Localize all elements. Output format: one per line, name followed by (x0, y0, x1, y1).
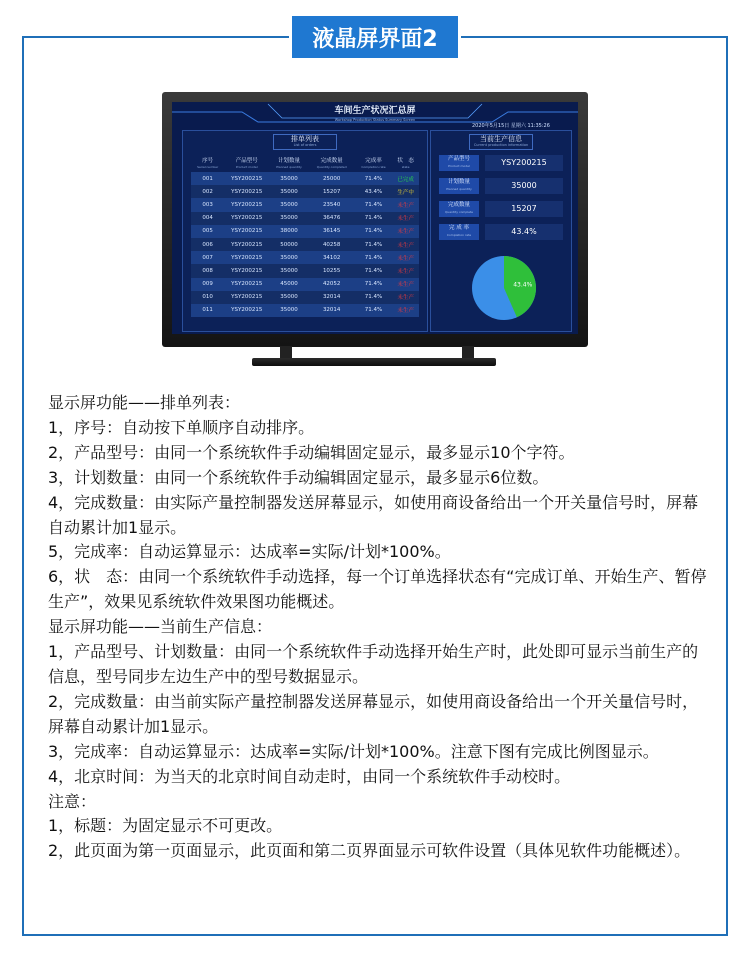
cell-done: 25000 (309, 172, 355, 185)
cell-rate: 43.4% (355, 185, 393, 198)
description-line: 6，状 态：由同一个系统软件手动选择，每一个订单选择状态有“完成订单、开始生产、暂停生产”，效果见系统软件效果图功能概述。 (48, 567, 707, 612)
current-info-row (439, 224, 563, 240)
description-line: 1，序号：自动按下单顺序自动排序。 (48, 417, 315, 437)
cell-plan: 35000 (269, 172, 309, 185)
cell-model: YSY200215 (224, 198, 269, 211)
current-info-label: 完 成 率 Completion rate (439, 224, 479, 240)
description-line: 注意： (48, 791, 97, 811)
current-info-row (439, 201, 563, 217)
cell-status: 未生产 (392, 291, 419, 304)
orders-column-header (269, 155, 309, 172)
description-line: 显示屏功能——排单列表： (48, 393, 241, 412)
cell-model: YSY200215 (224, 278, 269, 291)
cell-no: 008 (191, 264, 224, 277)
cell-done: 34102 (309, 251, 355, 264)
orders-panel (182, 130, 428, 332)
cell-model: YSY200215 (224, 238, 269, 251)
cell-model: YSY200215 (224, 304, 269, 317)
description-line: 5，完成率：自动运算显示：达成率=实际/计划*100%。 (48, 542, 451, 562)
cell-no: 003 (191, 198, 224, 211)
current-info-label: 计划数量 Planned quantity (439, 178, 479, 194)
description-line: 3，计划数量：由同一个系统软件手动编辑固定显示，最多显示6位数。 (48, 467, 549, 487)
cell-rate: 71.4% (355, 291, 393, 304)
current-info-value: 35000 (485, 178, 563, 194)
current-info-value: 15207 (485, 201, 563, 217)
description-line: 4，完成数量：由实际产量控制器发送屏幕显示，如使用商设备给出一个开关量信号时，屏幕自动累计加1显示。 (48, 492, 699, 537)
cell-no: 005 (191, 225, 224, 238)
description-line: 2，此页面为第一页面显示，此页面和第二页界面显示可软件设置（具体见软件功能概述）。 (48, 841, 691, 861)
orders-column-header (392, 155, 419, 172)
current-panel-title: 当前生产信息 Current production information (473, 135, 529, 147)
column-label-en: Product model (235, 164, 258, 169)
column-label-en: Quantity completed (316, 164, 347, 169)
cell-status: 未生产 (392, 278, 419, 291)
column-label-en: state (401, 164, 410, 169)
column-label: 状 态 (397, 157, 414, 164)
column-label: 序号 (202, 157, 214, 164)
description-line: 4，北京时间：为当天的北京时间自动走时，由同一个系统软件手动校时。 (48, 766, 571, 786)
cell-rate: 71.4% (355, 264, 393, 277)
cell-plan: 35000 (269, 185, 309, 198)
cell-done: 40258 (309, 238, 355, 251)
column-label: 完成率 (365, 157, 382, 164)
column-label: 完成数量 (320, 157, 343, 164)
cell-plan: 38000 (269, 225, 309, 238)
table-row (191, 264, 419, 277)
table-row (191, 251, 419, 264)
cell-no: 001 (191, 172, 224, 185)
cell-model: YSY200215 (224, 291, 269, 304)
table-row (191, 212, 419, 225)
lcd-screen (172, 102, 578, 334)
cell-status: 已完成 (392, 172, 419, 185)
tv-stand (252, 358, 496, 366)
cell-status: 未生产 (392, 238, 419, 251)
cell-no: 006 (191, 238, 224, 251)
screen-datetime: 2020年5月15日 星期六 11:35:26 (472, 123, 550, 129)
description-text (48, 391, 708, 864)
description-line: 1，标题：为固定显示不可更改。 (48, 816, 283, 836)
cell-plan: 50000 (269, 238, 309, 251)
cell-done: 42052 (309, 278, 355, 291)
column-label: 计划数量 (277, 157, 300, 164)
cell-done: 32014 (309, 304, 355, 317)
cell-no: 002 (191, 185, 224, 198)
cell-model: YSY200215 (224, 212, 269, 225)
table-row (191, 304, 419, 317)
orders-column-header (309, 155, 355, 172)
completion-pie-chart (471, 255, 537, 321)
cell-rate: 71.4% (355, 251, 393, 264)
column-label-en: Completion rate (361, 164, 386, 169)
current-production-panel (430, 130, 572, 332)
current-info-row (439, 178, 563, 194)
column-label: 产品型号 (235, 157, 258, 164)
cell-status: 生产中 (392, 185, 419, 198)
table-row (191, 225, 419, 238)
cell-rate: 71.4% (355, 278, 393, 291)
column-label-en: Planned quantity (276, 164, 302, 169)
description-line: 3，完成率：自动运算显示：达成率=实际/计划*100%。注意下图有完成比例图显示。 (48, 741, 659, 761)
column-label-en: Serial number (197, 164, 219, 169)
cell-status: 未生产 (392, 264, 419, 277)
orders-column-header (224, 155, 269, 172)
description-line: 2，产品型号：由同一个系统软件手动编辑固定显示，最多显示10个字符。 (48, 442, 575, 462)
cell-rate: 71.4% (355, 225, 393, 238)
cell-plan: 35000 (269, 264, 309, 277)
description-line: 1，产品型号、计划数量：由同一个系统软件手动选择开始生产时，此处即可显示当前生产的信息，型号同步左边生产中的型号数据显示。 (48, 642, 699, 686)
cell-status: 未生产 (392, 304, 419, 317)
cell-model: YSY200215 (224, 185, 269, 198)
cell-done: 10255 (309, 264, 355, 277)
table-row (191, 185, 419, 198)
cell-done: 23540 (309, 198, 355, 211)
table-row (191, 198, 419, 211)
cell-plan: 45000 (269, 278, 309, 291)
cell-done: 32014 (309, 291, 355, 304)
table-row (191, 238, 419, 251)
cell-plan: 35000 (269, 212, 309, 225)
current-info-value: YSY200215 (485, 155, 563, 171)
orders-panel-title: 排单列表 List of orders (291, 135, 319, 147)
cell-done: 36476 (309, 212, 355, 225)
current-info-label: 产品型号 Product model (439, 155, 479, 171)
orders-column-header (355, 155, 393, 172)
table-row (191, 278, 419, 291)
table-row (191, 291, 419, 304)
cell-plan: 35000 (269, 251, 309, 264)
cell-model: YSY200215 (224, 172, 269, 185)
cell-plan: 35000 (269, 304, 309, 317)
cell-plan: 35000 (269, 291, 309, 304)
cell-status: 未生产 (392, 198, 419, 211)
description-line: 显示屏功能——当前生产信息： (48, 617, 273, 637)
cell-plan: 35000 (269, 198, 309, 211)
page-title: 液晶屏界面2 (292, 16, 458, 58)
cell-model: YSY200215 (224, 251, 269, 264)
orders-column-header (191, 155, 224, 172)
cell-rate: 71.4% (355, 198, 393, 211)
table-row (191, 172, 419, 185)
cell-status: 未生产 (392, 225, 419, 238)
cell-done: 15207 (309, 185, 355, 198)
current-info-row (439, 155, 563, 171)
cell-model: YSY200215 (224, 225, 269, 238)
cell-status: 未生产 (392, 251, 419, 264)
cell-status: 未生产 (392, 212, 419, 225)
cell-no: 007 (191, 251, 224, 264)
cell-rate: 71.4% (355, 304, 393, 317)
cell-rate: 71.4% (355, 212, 393, 225)
current-info-label: 完成数量 Quantity complete (439, 201, 479, 217)
cell-model: YSY200215 (224, 264, 269, 277)
cell-no: 004 (191, 212, 224, 225)
screen-title: 车间生产状况汇总屏 Workshop Production Status Summary Screen (334, 106, 416, 122)
cell-no: 009 (191, 278, 224, 291)
cell-rate: 71.4% (355, 172, 393, 185)
cell-done: 36145 (309, 225, 355, 238)
cell-no: 011 (191, 304, 224, 317)
description-line: 2，完成数量：由当前实际产量控制器发送屏幕显示，如使用商设备给出一个开关量信号时，屏幕自动累计加1显示。 (48, 691, 699, 736)
cell-rate: 71.4% (355, 238, 393, 251)
current-info-value: 43.4% (485, 224, 563, 240)
cell-no: 010 (191, 291, 224, 304)
orders-table (191, 155, 419, 317)
pie-completed-label: 43.4% (513, 281, 533, 289)
